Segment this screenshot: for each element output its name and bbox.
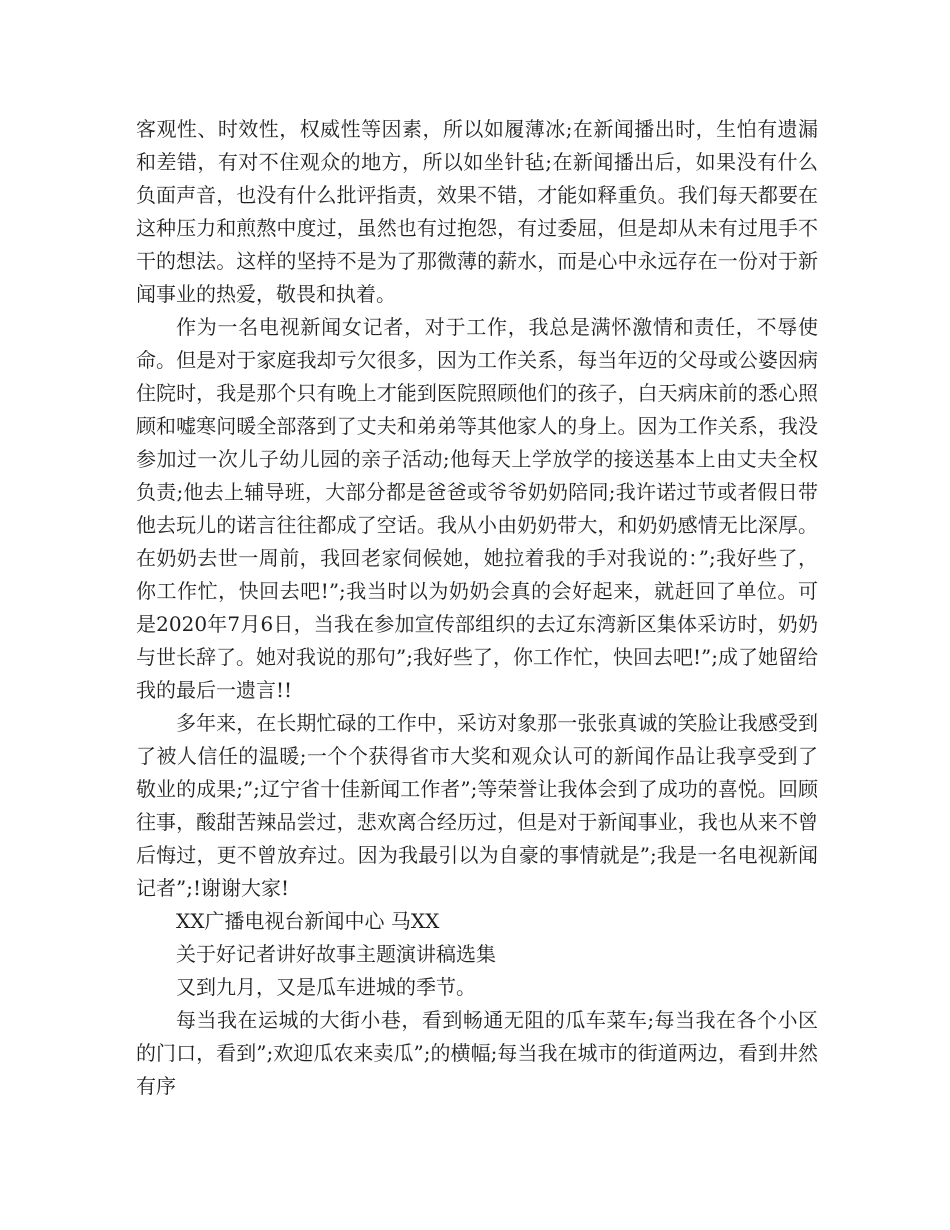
signature-line: XX广播电视台新闻中心 马XX (176, 909, 440, 933)
paragraph-years: 多年来，在长期忙碌的工作中，采访对象那一张张真诚的笑脸让我感受到了被人信任的温暖;一个个获得省市大奖和观众认可的新闻作品让我享受到了敬业的成果;”;辽宁省十佳新闻工作者”;等荣誉让我体会到了成功的喜悦。回顾往事，酸甜苦辣品尝过，悲欢离合经历过，但是对于新闻事业，我也从来不曾后悔过，更不曾放弃过。因为我最引以为自豪的事情就是”;我是一名电视新闻记者”;!谢谢大家! (136, 711, 818, 900)
next-speech-paragraph: 每当我在运城的大街小巷，看到畅通无阻的瓜车菜车;每当我在各个小区的门口，看到”;欢迎瓜农来卖瓜”;的横幅;每当我在城市的街道两边，看到井然有序 (136, 1008, 818, 1098)
document-body (136, 113, 818, 1103)
next-speech-title: 关于好记者讲好故事主题演讲稿选集 (176, 942, 496, 966)
paragraph-continued: 客观性、时效性，权威性等因素，所以如履薄冰;在新闻播出时，生怕有遗漏和差错，有对不住观众的地方，所以如坐针毡;在新闻播出后，如果没有什么负面声音，也没有什么批评指责，效果不错，才能如释重负。我们每天都要在这种压力和煎熬中度过，虽然也有过抱怨，有过委屈，但是却从未有过甩手不干的想法。这样的坚持不是为了那微薄的薪水，而是心中永远存在一份对于新闻事业的热爱，敬畏和执着。 (136, 117, 818, 306)
next-speech-opening: 又到九月，又是瓜车进城的季节。 (176, 975, 476, 999)
paragraph-female-reporter: 作为一名电视新闻女记者，对于工作，我总是满怀激情和责任，不辱使命。但是对于家庭我却亏欠很多，因为工作关系，每当年迈的父母或公婆因病住院时，我是那个只有晚上才能到医院照顾他们的孩子，白天病床前的悉心照顾和嘘寒问暖全部落到了丈夫和弟弟等其他家人的身上。因为工作关系，我没参加过一次儿子幼儿园的亲子活动;他每天上学放学的接送基本上由丈夫全权负责;他去上辅导班，大部分都是爸爸或爷爷奶奶陪同;我许诺过节或者假日带他去玩儿的诺言往往都成了空话。我从小由奶奶带大，和奶奶感情无比深厚。在奶奶去世一周前，我回老家伺候她，她拉着我的手对我说的：”;我好些了，你工作忙，快回去吧!”;我当时以为奶奶会真的会好起来，就赶回了单位。可是2020年7月6日，当我在参加宣传部组织的去辽东湾新区集体采访时，奶奶与世长辞了。她对我说的那句”;我好些了，你工作忙，快回去吧!”;成了她留给我的最后一遗言!! (136, 315, 818, 702)
